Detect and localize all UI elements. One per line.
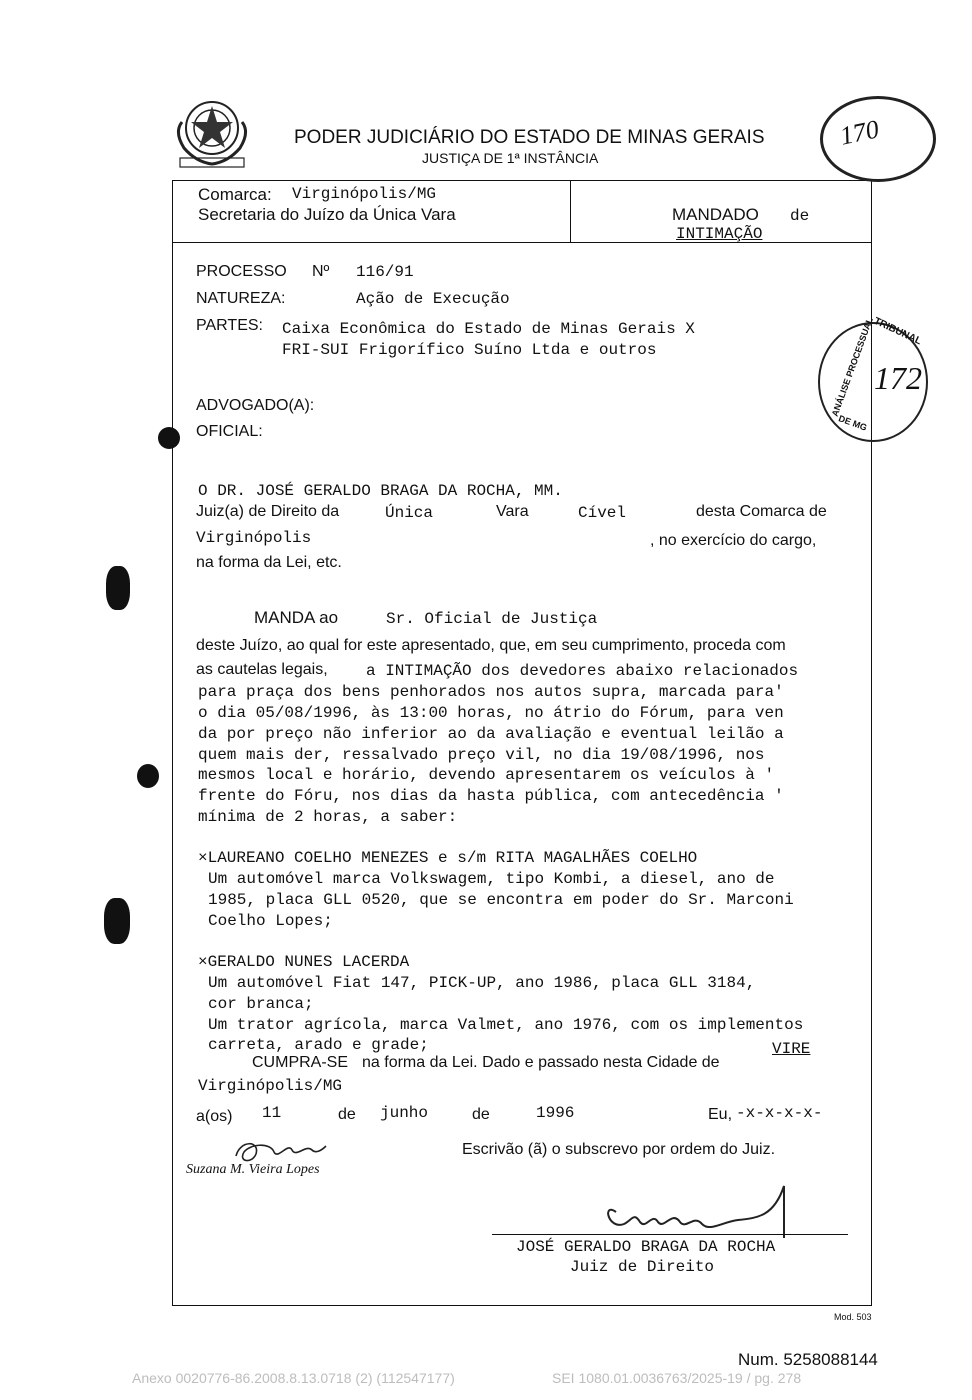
- juiz-label: Juiz(a) de Direito da: [196, 503, 340, 520]
- side-stamp-text: TRIBUNAL: [872, 315, 924, 348]
- oficial-label: OFICIAL:: [196, 423, 263, 440]
- box-vertical-divider: [570, 180, 571, 242]
- signature-line: [492, 1234, 848, 1235]
- cautelas-label: as cautelas legais,: [196, 661, 328, 678]
- typed-line-4: da por preço não inferior ao da avaliação e eventual leilão a: [198, 725, 784, 743]
- debtor-2-line-1: Um automóvel Fiat 147, PICK-UP, ano 1986, placa GLL 3184,: [208, 974, 756, 992]
- forma-lei-label: na forma da Lei, etc.: [196, 554, 342, 571]
- year-value: 1996: [536, 1104, 575, 1122]
- vara-type: Cível: [578, 504, 627, 522]
- mandado-label: MANDADO: [672, 205, 759, 224]
- secretaria-label: Secretaria do Juízo da Única Vara: [198, 205, 456, 224]
- box-divider: [172, 242, 872, 243]
- debtor-2-line-3: Um trator agrícola, marca Valmet, ano 1976, com os implementos: [208, 1016, 804, 1034]
- mandado-type: INTIMAÇÃO: [676, 225, 763, 243]
- comarca-de-label: desta Comarca de: [696, 503, 827, 520]
- judge-name: JOSÉ GERALDO BRAGA DA ROCHA: [516, 1238, 776, 1256]
- annex-label: Anexo 0020776-86.2008.8.13.0718 (2) (112547177): [132, 1370, 455, 1386]
- processo-value: 116/91: [356, 263, 414, 281]
- partes-label: PARTES:: [196, 317, 263, 334]
- clerk-name: Suzana M. Vieira Lopes: [186, 1162, 320, 1177]
- eu-label: Eu,: [708, 1106, 733, 1123]
- typed-line-1: a INTIMAÇÃO dos devedores abaixo relacionados: [366, 662, 799, 680]
- partes-line-2: FRI-SUI Frigorífico Suíno Ltda e outros: [282, 341, 657, 359]
- num-label: Num. 5258088144: [738, 1350, 878, 1369]
- mandado-de: de: [790, 207, 810, 225]
- sei-label: SEI 1080.01.0036763/2025-19 / pg. 278: [552, 1370, 802, 1386]
- manda-label: MANDA ao: [254, 608, 339, 627]
- comarca-label: Comarca:: [198, 185, 272, 204]
- judge-title: Juiz de Direito: [570, 1258, 715, 1276]
- deste-juizo-line: deste Juízo, ao qual for este apresentado, que, em seu cumprimento, proceda com: [196, 637, 786, 654]
- manda-value: Sr. Oficial de Justiça: [386, 610, 598, 628]
- cumpra-label: CUMPRA-SE: [252, 1054, 349, 1071]
- debtor-1-line-2: 1985, placa GLL 0520, que se encontra em poder do Sr. Marconi: [208, 891, 794, 909]
- de-label-2: de: [472, 1106, 490, 1123]
- natureza-label: NATUREZA:: [196, 290, 286, 307]
- debtor-1-name: ×LAUREANO COELHO MENEZES e s/m RITA MAGALHÃES COELHO: [198, 849, 698, 867]
- escrivao-label: Escrivão (ã) o subscrevo por ordem do Juiz.: [462, 1141, 776, 1158]
- city-value: Virginópolis: [196, 529, 312, 547]
- closing-city: Virginópolis/MG: [198, 1077, 343, 1095]
- judge-signature: [598, 1182, 798, 1242]
- advogado-label: ADVOGADO(A):: [196, 397, 315, 414]
- punch-mark-2: [106, 566, 130, 610]
- comarca-value: Virginópolis/MG: [292, 185, 437, 203]
- cumpra-text: na forma da Lei. Dado e passado nesta Cidade de: [362, 1054, 720, 1071]
- month-value: junho: [380, 1104, 429, 1122]
- side-stamp-text-2: ANÁLISE PROCESSUAL: [829, 316, 875, 418]
- typed-line-5: quem mais der, ressalvado preço vil, no dia 19/08/1996, nos: [198, 746, 765, 764]
- punch-mark-4: [104, 898, 130, 944]
- typed-line-7: frente do Fóru, nos dias da hasta pública, com antecedência ': [198, 787, 784, 805]
- punch-mark-3: [137, 764, 159, 788]
- vara-number: Única: [385, 504, 434, 522]
- side-stamp-text-3: DE MG: [837, 413, 869, 433]
- typed-line-8: mínima de 2 horas, a saber:: [198, 808, 458, 826]
- de-label-1: de: [338, 1106, 356, 1123]
- eu-fill: -x-x-x-x-: [736, 1104, 823, 1122]
- partes-line-1: Caixa Econômica do Estado de Minas Gerais X: [282, 320, 695, 338]
- court-title: PODER JUDICIÁRIO DO ESTADO DE MINAS GERAIS: [294, 127, 765, 148]
- stamp-page-number: 170: [837, 114, 882, 151]
- aos-label: a(os): [196, 1108, 233, 1125]
- processo-label: PROCESSO: [196, 263, 287, 280]
- debtor-1-line-1: Um automóvel marca Volkswagem, tipo Kombi, a diesel, ano de: [208, 870, 775, 888]
- natureza-value: Ação de Execução: [356, 290, 510, 308]
- debtor-2-name: ×GERALDO NUNES LACERDA: [198, 953, 410, 971]
- exercicio-label: , no exercício do cargo,: [650, 532, 817, 549]
- debtor-2-line-4: carreta, arado e grade;: [208, 1036, 429, 1054]
- typed-line-6: mesmos local e horário, devendo apresentarem os veículos à ': [198, 766, 775, 784]
- typed-line-2: para praça dos bens penhorados nos autos supra, marcada para': [198, 683, 784, 701]
- side-stamp-number: 172: [874, 360, 922, 396]
- vara-label: Vara: [496, 503, 529, 520]
- mod-label: Mod. 503: [834, 1312, 872, 1322]
- vire-label: VIRE: [772, 1040, 811, 1058]
- coat-of-arms-emblem: [170, 92, 254, 172]
- no-label: Nº: [312, 263, 330, 280]
- day-value: 11: [262, 1104, 282, 1122]
- instance-label: JUSTIÇA DE 1ª INSTÂNCIA: [422, 150, 599, 166]
- typed-line-3: o dia 05/08/1996, às 13:00 horas, no átrio do Fórum, para ven: [198, 704, 784, 722]
- punch-mark-1: [158, 427, 180, 449]
- judge-intro-name: O DR. JOSÉ GERALDO BRAGA DA ROCHA, MM.: [198, 482, 563, 500]
- debtor-2-line-2: cor branca;: [208, 995, 314, 1013]
- debtor-1-line-3: Coelho Lopes;: [208, 912, 333, 930]
